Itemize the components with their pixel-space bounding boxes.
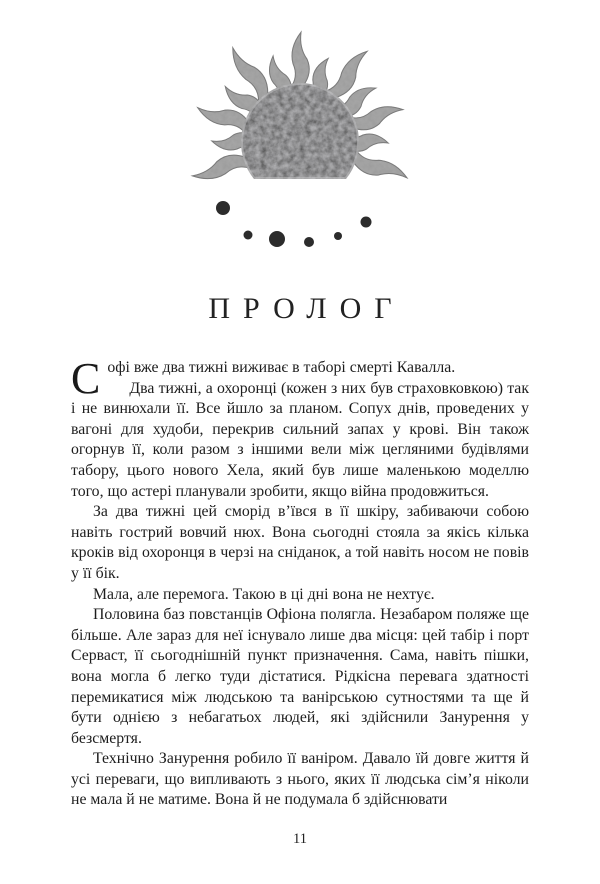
chapter-title: ПРОЛОГ — [208, 292, 405, 325]
sun-emblem-illustration — [0, 0, 600, 260]
dot — [269, 231, 285, 247]
page-number: 11 — [293, 831, 307, 847]
sun-crescent-icon — [175, 20, 425, 258]
dot — [216, 201, 230, 215]
dot — [244, 231, 253, 240]
paragraph-text: офі вже два тижні виживає в таборі смерті Кавалла. — [107, 359, 456, 376]
crescent-dots — [216, 201, 372, 247]
paragraph: Половина баз повстанців Офіона полягла. Незабаром поляже ще більше. Але зараз для неї існувало лише два місця: цей табір і порт Серваст, її сьогоднішній пункт призначення. Сама, навіть пішки, вона могла б легко туди дістатися. Рідкісна перевага здатності перемикатися між людською та ванірською сутностями та ще й бути однією з небагатьох людей, які здійснили Занурення у безсмертя. — [71, 606, 529, 747]
dot — [361, 217, 372, 228]
body-text — [71, 354, 529, 811]
paragraph-opening — [71, 354, 529, 403]
dropcap-letter: С — [71, 354, 101, 403]
paragraph: Технічно Занурення робило її ваніром. Давало їй довге життя й усі переваги, що випливають з нього, яких її людська сім’я ніколи не мала й не матиме. Вона й не подумала б здійснювати — [71, 750, 529, 809]
dot — [304, 237, 314, 247]
dot — [334, 232, 342, 240]
paragraph: Два тижні, а охоронці (кожен з них був страховковкою) так і не винюхали її. Все йшло за планом. Сопух днів, проведених у вагоні для худоби, перекрив сильний запах у крові. Він також огорнув її, коли разом з іншими вели між цегляними будівлями табору, цього нового Хела, який був лише маленькою моделлю того, що астері планували зробити, якщо війна продовжиться. — [71, 379, 529, 500]
paragraph: За два тижні цей сморід в’ївся в її шкіру, забиваючи собою навіть гострий вовчий нюх. Вона сьогодні стояла за якісь кілька кроків від охоронця в черзі на сніданок, а той навіть носом не повів у її бік. — [71, 503, 529, 582]
paragraph: Мала, але перемога. Такою в ці дні вона не нехтує. — [93, 585, 435, 603]
